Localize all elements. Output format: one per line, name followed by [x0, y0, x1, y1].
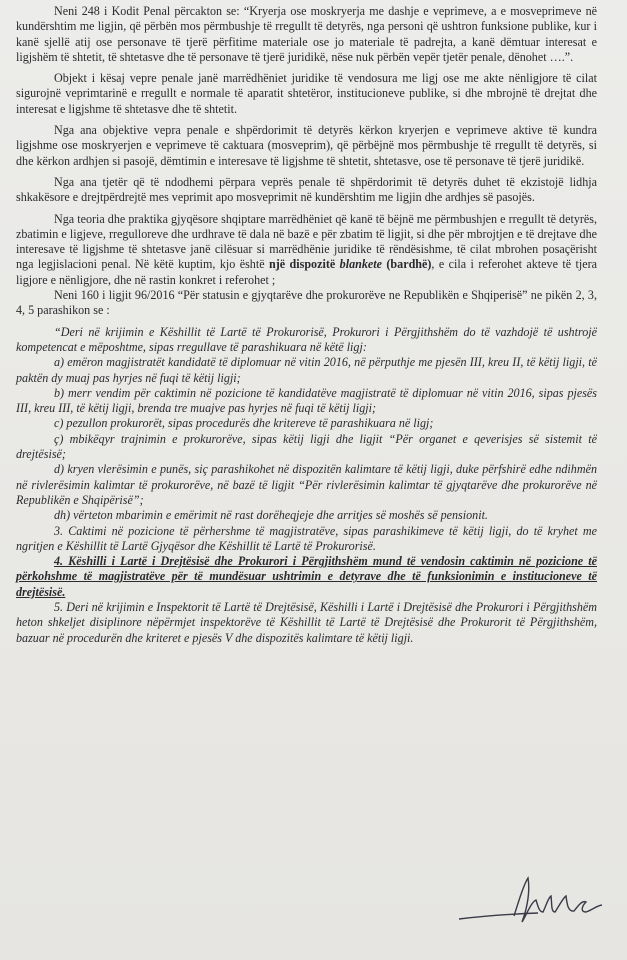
bardhe-term: (bardhë)	[381, 257, 432, 272]
quote-item-d: d) kryen vlerësimin e punës, siç parashikohet në dispozitën kalimtare të këtij ligji, duke përfshirë edhe ndihmën në rivlerësimin kalimtar të prokurorëve, në bazë të ligjit “Për rivlerësimin kalimtar të gjyqtarëve dhe prokurorëve në Republikën e Shqipërisë”;	[16, 462, 597, 507]
quote-point-4-highlighted: 4. Këshilli i Lartë i Drejtësisë dhe Prokurori i Përgjithshëm mund të vendosin caktimin në pozicione të përkohshme të magjistratëve për të mundësuar ushtrimin e detyrave dhe të funksionimin e institucioneve të drejtësisë.	[16, 554, 597, 599]
document-body	[16, 4, 597, 646]
quote-item-c: c) pezullon prokurorët, sipas procedurës dhe kritereve të parashikuara në ligj;	[54, 416, 434, 431]
quote-point-3: 3. Caktimi në pozicione të përhershme të magjistratëve, sipas parashikimeve të këtij ligji, do të kryhet me ngritjen e Këshillit të Lartë Gjyqësor dhe Këshillit të Lartë të Prokurorisë.	[16, 523, 597, 553]
blankete-term: blankete	[339, 257, 382, 272]
quote-item-dh: dh) vërteton mbarimin e emërimit në rast dorëheqjeje dhe arritjes së moshës së pensionit.	[54, 508, 488, 523]
dispozite-label: një dispozitë	[269, 257, 340, 272]
signature	[456, 872, 616, 932]
quote-item-ç: ç) mbikëqyr trajnimin e prokurorëve, sipas këtij ligji dhe ligjit “Për organet e qeverisjes së sistemit të drejtësisë;	[16, 431, 597, 462]
paragraph-lidhja-shkakesore: Nga ana tjetër që të ndodhemi përpara veprës penale të shpërdorimit të detyrës duhet të ekzistojë lidhja shkakësore e drejtpërdrejtë mes veprimit apo mosveprimit në kundërshtim me ligjin dhe ardhjes së pasojës.	[16, 174, 597, 205]
quote-item-a: a) emëron magjistratët kandidatë të diplomuar në vitin 2016, në përputhje me pjesën III, kreu II, të këtij ligji, të paktën dy muaj pas hyrjes në fuqi të këtij ligji;	[16, 355, 597, 385]
quote-intro: “Deri në krijimin e Këshillit të Lartë të Prokurorisë, Prokurori i Përgjithshëm do të vazhdojë të ushtrojë kompetencat e mëposhtme, sipas rregullave të parashikuara në këtë ligj:	[16, 324, 597, 354]
quote-item-b: b) merr vendim për caktimin në pozicione të kandidatëve magjistratë të diplomuar në vitin 2016, sipas pjesës III, kreu III, të këtij ligji, brenda tre muajve pas hyrjes në fuqi të këtij ligji;	[16, 385, 597, 416]
quote-point-5: 5. Deri në krijimin e Inspektorit të Lartë të Drejtësisë, Këshilli i Lartë i Drejtësisë dhe Prokurori i Përgjithshëm heton shkeljet disiplinore nëpërmjet inspektorëve të Këshillit të Lartë të Drejtësisë dhe Prokurorit të Përgjithshëm, bazuar në procedurën dhe kriteret e pjesës V dhe dispozitës kalimtare të këtij ligji.	[16, 599, 597, 645]
paragraph-ana-objektive: Nga ana objektive vepra penale e shpërdorimit të detyrës kërkon kryerjen e veprimeve aktive të kundra ligjshme ose moskryerjen e veprimeve të caktuara (mosveprim), që përbëjnë mos përmbushje të rregullt të detyrës, si dhe kërkon ardhjen si pasojë, dëmtimin e interesave të ligjshme të shtetit, shtetasve, ose të personave të tjerë juridikë.	[16, 123, 597, 168]
paragraph-teoria-praktika: Nga teoria dhe praktika gjyqësore shqiptare marrëdhëniet që kanë të bëjnë me përmbushjen e rregullt të detyrës, zbatimin e ligjeve, rregulloreve dhe urdhrave të dala në bazë e për zbatim të ligjit, si dhe për mbrojtjen e të drejtave dhe interesave të ligjshme të shtetasve janë cilësuar si marrëdhënie juridike të rëndësishme, të cilat mbrohen posaçërisht nga legjislacioni penal. Në këtë kuptim, kjo është një dispozitë blankete (bardhë), e cila i referohet akteve të tjera ligjore e nënligjore, dhe në rastin konkret i referohet ;	[16, 211, 597, 287]
paragraph-neni-248: Neni 248 i Kodit Penal përcakton se: “Kryerja ose moskryerja me dashje e veprimeve, a e mosveprimeve në kundërshtim me ligjin, që përbën mos përmbushje të rregullt të detyrës, nga personi që ushtron funksione publike, kur i kanë sjellë atij ose personave të tjerë përfitime materiale ose jo materiale të padrejta, a kanë dëmtuar interesat e ligjshëm të shtetit, të shtetasve dhe të personave të tjerë juridikë, nëse nuk përbën vepër tjetër penale, dënohet ….”.	[16, 4, 597, 64]
paragraph-neni-160: Neni 160 i ligjit 96/2016 “Për statusin e gjyqtarëve dhe prokurorëve ne Republikën e Shqiperisë” ne pikën 2, 3, 4, 5 parashikon se :	[16, 288, 597, 318]
paragraph-objekt: Objekt i kësaj vepre penale janë marrëdhëniet juridike të vendosura me ligj ose me akte nënligjore të cilat sigurojnë veprimtarinë e rregullt e normale të aparatit shtetëror, institucioneve publike, si dhe mbrojnë të drejtat dhe interesat e ligjshme të shtetasve dhe të shtetit.	[16, 71, 597, 116]
